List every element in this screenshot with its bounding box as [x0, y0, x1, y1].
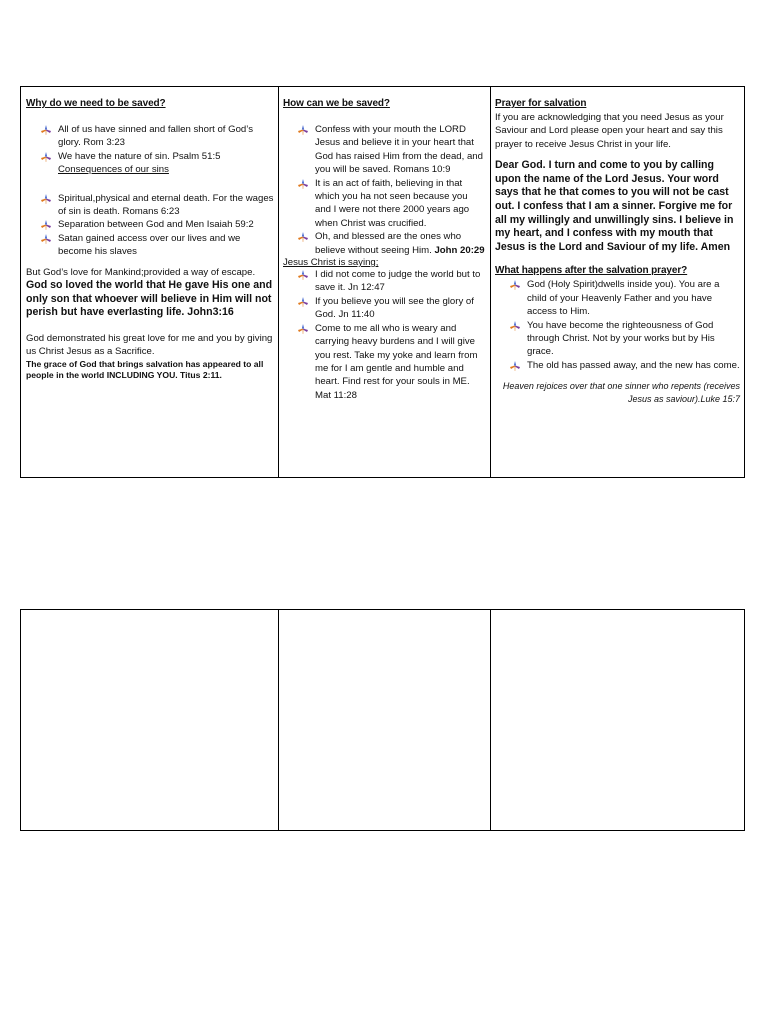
column-why-saved [21, 87, 279, 477]
list-item: God (Holy Spirit)dwells inside you). You are a child of your Heavenly Father and you have access to Him. [495, 278, 740, 318]
arrow-bullet-icon [41, 234, 51, 244]
arrow-bullet-icon [298, 270, 308, 280]
list-item: It is an act of faith, believing in that which you ha not seen because you and I were not there 2000 years ago when Christ was crucified. [283, 177, 486, 231]
john-20-29-ref: John 20:29 [431, 244, 485, 256]
heading-prayer: Prayer for salvation [495, 98, 587, 109]
list-item: Come to me all who is weary and carrying heavy burdens and I will give you rest. Take my yoke and learn from me for I am gentle and humble and heart. Find rest for your souls in ME. Mat 11:28 [283, 322, 486, 402]
consequences-label: Consequences of our sins [58, 164, 169, 176]
heading-after-prayer: What happens after the salvation prayer? [495, 265, 688, 277]
list-item: Spiritual,physical and eternal death. For the wages of sin is death. Romans 6:23 [26, 192, 274, 219]
bullet-list-consequences [26, 192, 274, 259]
arrow-bullet-icon [41, 152, 51, 162]
bullet-list-after [495, 278, 740, 372]
column-prayer [491, 87, 744, 477]
list-item: All of us have sinned and fallen short of God’s glory. Rom 3:23 [26, 123, 274, 150]
arrow-bullet-icon [41, 194, 51, 204]
list-item: Satan gained access over our lives and we become his slaves [26, 232, 274, 259]
list-item: You have become the righteousness of God through Christ. Not by your works but by His grace. [495, 319, 740, 359]
bullet-list-how [283, 123, 486, 257]
empty-cell [279, 610, 491, 830]
prayer-intro: If you are acknowledging that you need Jesus as your Saviour and Lord please open your heart and say this prayer to receive Jesus Christ in your life. [495, 112, 724, 150]
list-item: If you believe you will see the glory of God. Jn 11:40 [283, 295, 486, 322]
escape-paragraph: But God’s love for Mankind;provided a way of escape. [26, 266, 256, 278]
arrow-bullet-icon [510, 321, 520, 331]
arrow-bullet-icon [298, 297, 308, 307]
list-item: Oh, and blessed are the ones who believe without seeing Him. John 20:29 [283, 230, 486, 257]
arrow-bullet-icon [41, 220, 51, 230]
flyer-table-bottom [20, 609, 745, 831]
bullet-list-jesus-saying [283, 268, 486, 402]
salvation-prayer: Dear God. I turn and come to you by calling upon the name of the Lord Jesus. Your word says that he that comes to you will not be cast out. I confess that I am a sinner. Forgive me for all my willingly and unwillingly sins. I believe in my heart, and I confess with my mouth that Jesus is the Lord and Saviour of my life. Amen [495, 159, 734, 253]
list-item: Confess with your mouth the LORD Jesus and believe it in your heart that God has raised Him from the dead, and you will be saved. Romans 10:9 [283, 123, 486, 177]
arrow-bullet-icon [510, 280, 520, 290]
closing-verse: Heaven rejoices over that one sinner who repents (receives Jesus as saviour).Luke 15:7 [502, 381, 740, 405]
titus-paragraph: The grace of God that brings salvation has appeared to all people in the world INCLUDING YOU. Titus 2:11. [26, 358, 264, 381]
empty-cell [491, 610, 744, 830]
heading-why-saved: Why do we need to be saved? [26, 98, 166, 109]
list-item [26, 163, 274, 176]
arrow-bullet-icon [298, 232, 308, 242]
arrow-bullet-icon [298, 125, 308, 135]
arrow-bullet-icon [298, 324, 308, 334]
arrow-bullet-icon [510, 361, 520, 371]
list-item: I did not come to judge the world but to save it. Jn 12:47 [283, 268, 486, 295]
arrow-bullet-icon [298, 179, 308, 189]
john-3-16-paragraph: God so loved the world that He gave His one and only son that whoever will believe in Him will not perish but have everlasting life. John3:16 [26, 279, 273, 319]
list-item: We have the nature of sin. Psalm 51:5 [26, 150, 274, 163]
arrow-bullet-icon [41, 125, 51, 135]
column-how-saved [279, 87, 491, 477]
flyer-table-top [20, 86, 745, 478]
list-item: The old has passed away, and the new has come. [495, 359, 740, 372]
list-item: Separation between God and Men Isaiah 59:2 [26, 218, 274, 231]
bullet-list-sins [26, 123, 274, 177]
sacrifice-paragraph: God demonstrated his great love for me and you by giving us Christ Jesus as a Sacrifice. [26, 332, 273, 358]
empty-cell [21, 610, 279, 830]
heading-how-saved: How can we be saved? [283, 98, 390, 109]
jesus-saying-label: Jesus Christ is saying; [283, 257, 379, 269]
